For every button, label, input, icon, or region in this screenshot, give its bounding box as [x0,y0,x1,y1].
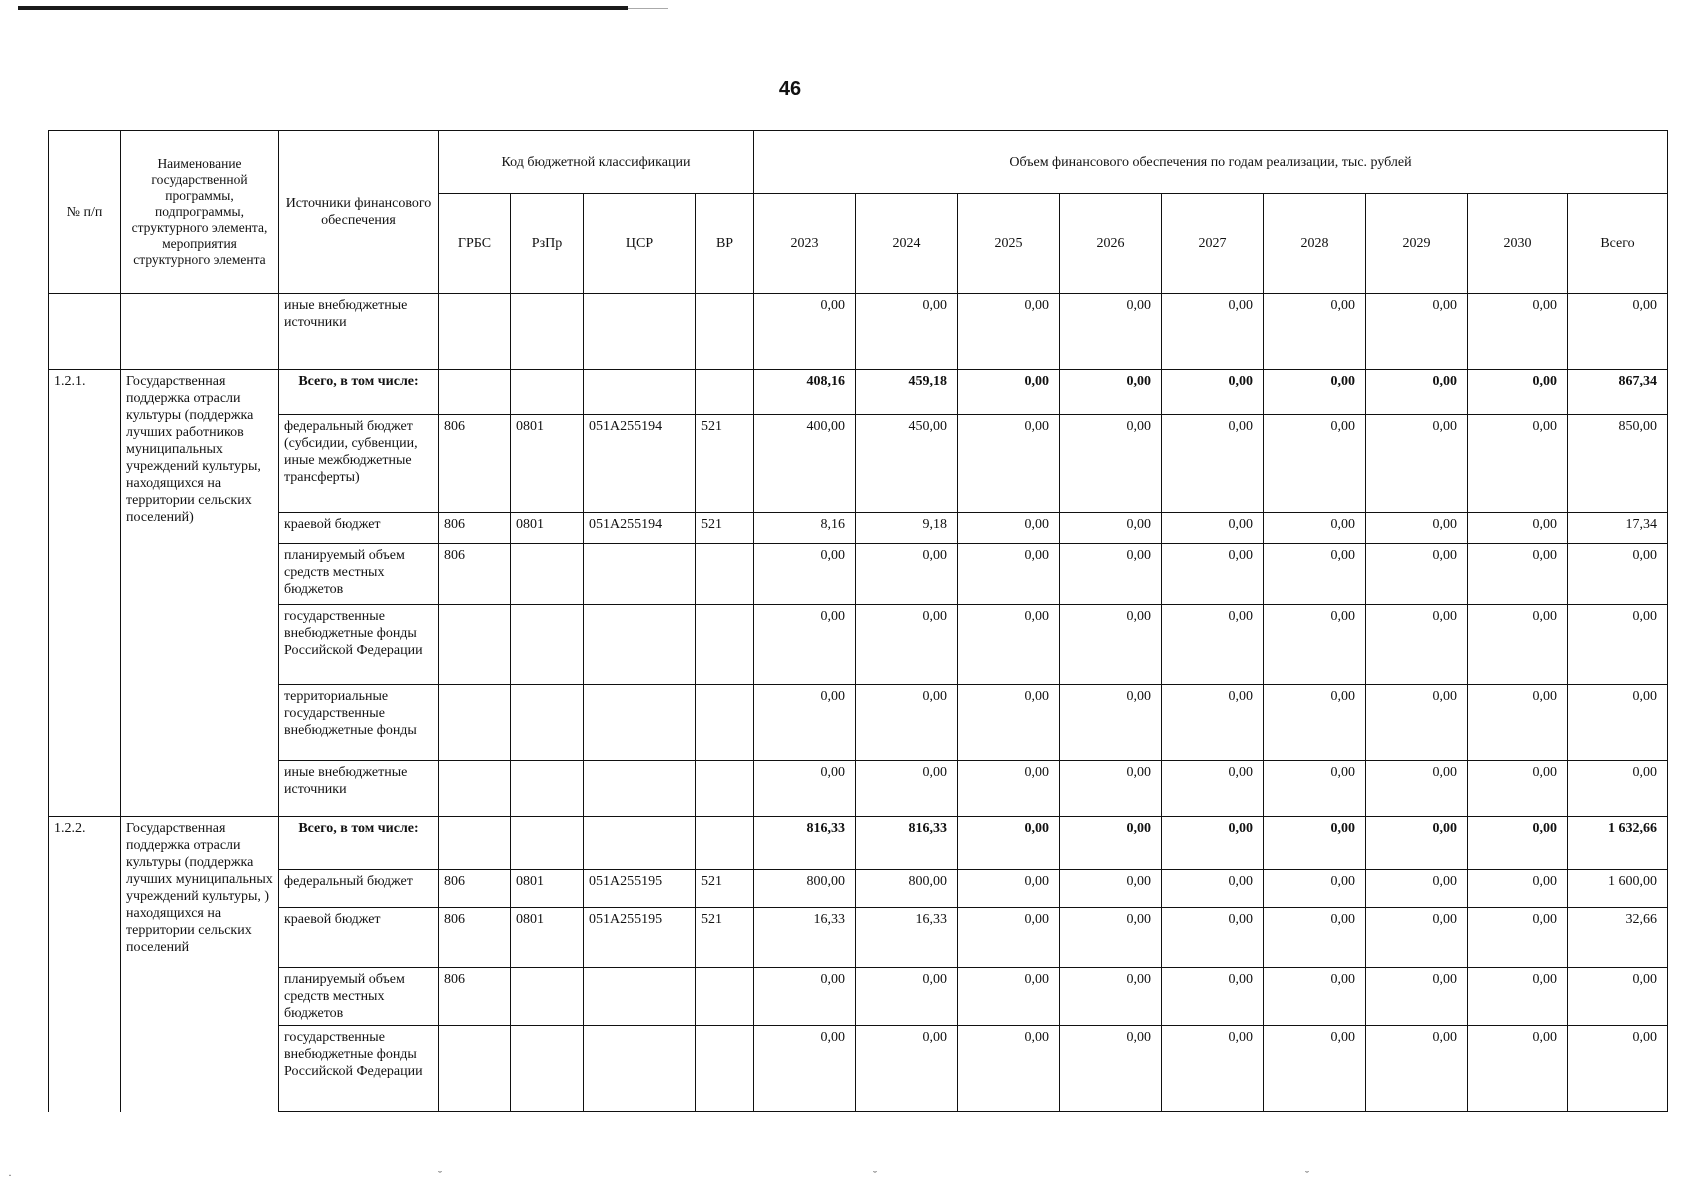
value-cell: 0,00 [754,605,856,685]
grbs-cell [439,761,511,817]
value-cell: 0,00 [958,1026,1060,1112]
value-cell: 0,00 [1366,908,1468,968]
header-name: Наименование государственной программы, подпрограммы, структурного элемента, мероприятия структурного элемента [121,131,279,294]
value-cell: 0,00 [1366,968,1468,1026]
value-cell: 0,00 [1060,908,1162,968]
value-cell: 0,00 [1366,817,1468,870]
value-cell: 0,00 [1060,544,1162,605]
value-cell: 0,00 [958,685,1060,761]
value-cell: 0,00 [1468,605,1568,685]
value-cell: 0,00 [1264,685,1366,761]
rzpr-cell [511,685,584,761]
value-cell: 0,00 [1060,1026,1162,1112]
header-code-group: Код бюджетной классификации [439,131,754,194]
value-cell: 816,33 [754,817,856,870]
scan-mark: ˘ [438,1168,442,1182]
value-cell: 0,00 [1162,1026,1264,1112]
value-cell: 0,00 [1162,817,1264,870]
value-cell: 0,00 [1060,817,1162,870]
table-row [49,415,1668,513]
value-cell: 0,00 [1264,415,1366,513]
header-year: 2026 [1060,194,1162,294]
total-cell: 17,34 [1568,513,1668,544]
header-volume-group: Объем финансового обеспечения по годам реализации, тыс. рублей [754,131,1668,194]
csr-cell: 051A255195 [584,908,696,968]
rzpr-cell: 0801 [511,870,584,908]
rzpr-cell: 0801 [511,908,584,968]
rzpr-cell [511,968,584,1026]
value-cell: 0,00 [958,370,1060,415]
value-cell: 0,00 [856,685,958,761]
value-cell: 0,00 [1162,544,1264,605]
vr-cell [696,685,754,761]
value-cell: 0,00 [1060,870,1162,908]
value-cell: 0,00 [1468,685,1568,761]
header-num: № п/п [49,131,121,294]
csr-cell [584,294,696,370]
csr-cell: 051A255195 [584,870,696,908]
source-cell: Всего, в том числе: [279,817,439,870]
vr-cell [696,605,754,685]
value-cell: 0,00 [1162,605,1264,685]
vr-cell [696,544,754,605]
grbs-cell [439,817,511,870]
value-cell: 0,00 [1366,870,1468,908]
value-cell: 0,00 [1162,870,1264,908]
value-cell: 800,00 [754,870,856,908]
source-cell: краевой бюджет [279,513,439,544]
total-cell: 867,34 [1568,370,1668,415]
value-cell: 0,00 [856,294,958,370]
value-cell: 0,00 [1162,685,1264,761]
scan-mark: ˘ [873,1168,877,1182]
value-cell: 16,33 [754,908,856,968]
value-cell: 0,00 [1366,685,1468,761]
csr-cell [584,817,696,870]
value-cell: 0,00 [1568,294,1668,370]
rzpr-cell: 0801 [511,513,584,544]
rzpr-cell [511,294,584,370]
value-cell: 816,33 [856,817,958,870]
value-cell: 0,00 [1366,513,1468,544]
total-cell: 1 632,66 [1568,817,1668,870]
value-cell: 0,00 [1060,968,1162,1026]
value-cell: 0,00 [1264,908,1366,968]
value-cell: 0,00 [1468,817,1568,870]
item-name: Государственная поддержка отрасли культуры (поддержка лучших работников муниципальных учреждений культуры, находящихся на территории сельских поселений) [121,370,279,817]
source-cell: планируемый объем средств местных бюджетов [279,544,439,605]
value-cell: 0,00 [958,544,1060,605]
value-cell: 0,00 [958,415,1060,513]
value-cell: 0,00 [1264,1026,1366,1112]
grbs-cell [439,1026,511,1112]
value-cell: 0,00 [1468,513,1568,544]
value-cell: 459,18 [856,370,958,415]
value-cell: 0,00 [754,685,856,761]
value-cell: 0,00 [1264,817,1366,870]
item-number: 1.2.2. [49,817,121,1112]
csr-cell [584,761,696,817]
value-cell: 0,00 [1468,415,1568,513]
vr-cell: 521 [696,513,754,544]
value-cell: 408,16 [754,370,856,415]
scan-mark: · [8,1168,12,1182]
header-total: Всего [1568,194,1668,294]
value-cell: 400,00 [754,415,856,513]
grbs-cell [439,685,511,761]
value-cell: 0,00 [754,544,856,605]
value-cell: 0,00 [1366,605,1468,685]
header-year: 2024 [856,194,958,294]
value-cell: 0,00 [754,968,856,1026]
value-cell: 0,00 [1468,1026,1568,1112]
header-year: 2030 [1468,194,1568,294]
vr-cell: 521 [696,870,754,908]
source-cell: федеральный бюджет [279,870,439,908]
table-row [49,1026,1668,1112]
table-row [49,605,1668,685]
header-year: 2023 [754,194,856,294]
source-cell: краевой бюджет [279,908,439,968]
page-number: 46 [778,78,802,100]
value-cell: 8,16 [754,513,856,544]
value-cell: 0,00 [754,1026,856,1112]
vr-cell [696,968,754,1026]
item-name: Государственная поддержка отрасли культуры (поддержка лучших муниципальных учреждений культуры, ) находящихся на территории сельских поселений [121,817,279,1112]
grbs-cell: 806 [439,870,511,908]
csr-cell [584,605,696,685]
value-cell: 0,00 [1264,513,1366,544]
value-cell: 0,00 [1264,605,1366,685]
value-cell: 0,00 [1162,415,1264,513]
source-cell: иные внебюджетные источники [279,761,439,817]
value-cell: 0,00 [1060,415,1162,513]
total-cell: 850,00 [1568,415,1668,513]
value-cell: 0,00 [1060,294,1162,370]
rzpr-cell [511,761,584,817]
value-cell: 0,00 [1060,605,1162,685]
header-year: 2027 [1162,194,1264,294]
rzpr-cell [511,817,584,870]
value-cell: 0,00 [1162,370,1264,415]
value-cell: 0,00 [958,908,1060,968]
source-cell: федеральный бюджет (субсидии, субвенции, иные межбюджетные трансферты) [279,415,439,513]
total-cell: 0,00 [1568,968,1668,1026]
csr-cell: 051A255194 [584,513,696,544]
table-row [49,908,1668,968]
source-cell: иные внебюджетные источники [279,294,439,370]
value-cell: 0,00 [958,761,1060,817]
value-cell: 0,00 [754,294,856,370]
total-cell: 32,66 [1568,908,1668,968]
value-cell: 800,00 [856,870,958,908]
rzpr-cell [511,605,584,685]
value-cell: 0,00 [958,968,1060,1026]
table-row [49,370,1668,415]
value-cell: 0,00 [1060,761,1162,817]
value-cell: 0,00 [1366,294,1468,370]
value-cell: 0,00 [958,605,1060,685]
rzpr-cell [511,370,584,415]
value-cell: 0,00 [958,870,1060,908]
scan-edge-line [628,8,668,9]
value-cell: 0,00 [1060,513,1162,544]
value-cell: 0,00 [1162,968,1264,1026]
table-row [49,761,1668,817]
source-cell: планируемый объем средств местных бюджетов [279,968,439,1026]
num-cell [49,294,121,370]
value-cell: 0,00 [1162,294,1264,370]
value-cell: 0,00 [856,968,958,1026]
value-cell: 16,33 [856,908,958,968]
value-cell: 0,00 [1468,761,1568,817]
value-cell: 0,00 [1264,968,1366,1026]
source-cell: территориальные государственные внебюджетные фонды [279,685,439,761]
source-cell: государственные внебюджетные фонды Российской Федерации [279,1026,439,1112]
value-cell: 0,00 [1468,370,1568,415]
csr-cell [584,1026,696,1112]
header-year: 2029 [1366,194,1468,294]
value-cell: 9,18 [856,513,958,544]
value-cell: 0,00 [1264,761,1366,817]
value-cell: 0,00 [856,544,958,605]
grbs-cell [439,370,511,415]
value-cell: 0,00 [1468,908,1568,968]
header-rzpr: РзПр [511,194,584,294]
table-row [49,817,1668,870]
value-cell: 0,00 [1468,544,1568,605]
vr-cell [696,817,754,870]
total-cell: 0,00 [1568,685,1668,761]
vr-cell: 521 [696,908,754,968]
table-row [49,513,1668,544]
value-cell: 0,00 [1060,370,1162,415]
value-cell: 0,00 [856,605,958,685]
vr-cell [696,370,754,415]
value-cell: 0,00 [958,817,1060,870]
total-cell: 0,00 [1568,544,1668,605]
grbs-cell: 806 [439,908,511,968]
header-year: 2028 [1264,194,1366,294]
value-cell: 0,00 [1468,968,1568,1026]
grbs-cell [439,294,511,370]
value-cell: 0,00 [1162,908,1264,968]
total-cell: 0,00 [1568,1026,1668,1112]
value-cell: 0,00 [856,761,958,817]
grbs-cell: 806 [439,513,511,544]
table-row [49,870,1668,908]
budget-table [48,130,1668,1112]
value-cell: 0,00 [1468,870,1568,908]
rzpr-cell [511,544,584,605]
header-year: 2025 [958,194,1060,294]
csr-cell [584,685,696,761]
scan-edge-bar [18,6,628,10]
table-row [49,294,1668,370]
vr-cell [696,294,754,370]
vr-cell [696,761,754,817]
value-cell: 0,00 [1060,685,1162,761]
total-cell: 0,00 [1568,761,1668,817]
value-cell: 0,00 [1264,294,1366,370]
value-cell: 0,00 [1264,870,1366,908]
scan-mark: ˘ [1305,1168,1309,1182]
vr-cell: 521 [696,415,754,513]
csr-cell [584,968,696,1026]
total-cell: 0,00 [1568,605,1668,685]
grbs-cell [439,605,511,685]
header-grbs: ГРБС [439,194,511,294]
header-csr: ЦСР [584,194,696,294]
value-cell: 0,00 [1468,294,1568,370]
value-cell: 0,00 [1264,370,1366,415]
value-cell: 0,00 [1264,544,1366,605]
header-source: Источники финансового обеспечения [279,131,439,294]
table-row [49,544,1668,605]
value-cell: 0,00 [1366,1026,1468,1112]
total-cell: 1 600,00 [1568,870,1668,908]
value-cell: 0,00 [1366,544,1468,605]
vr-cell [696,1026,754,1112]
item-number: 1.2.1. [49,370,121,817]
value-cell: 0,00 [1366,415,1468,513]
value-cell: 0,00 [1162,513,1264,544]
value-cell: 0,00 [856,1026,958,1112]
grbs-cell: 806 [439,544,511,605]
value-cell: 0,00 [958,513,1060,544]
name-cell [121,294,279,370]
rzpr-cell: 0801 [511,415,584,513]
value-cell: 0,00 [754,761,856,817]
csr-cell [584,544,696,605]
table-row [49,968,1668,1026]
header-vr: ВР [696,194,754,294]
value-cell: 450,00 [856,415,958,513]
value-cell: 0,00 [1366,761,1468,817]
value-cell: 0,00 [958,294,1060,370]
grbs-cell: 806 [439,968,511,1026]
value-cell: 0,00 [1366,370,1468,415]
rzpr-cell [511,1026,584,1112]
source-cell: Всего, в том числе: [279,370,439,415]
csr-cell [584,370,696,415]
csr-cell: 051A255194 [584,415,696,513]
source-cell: государственные внебюджетные фонды Российской Федерации [279,605,439,685]
grbs-cell: 806 [439,415,511,513]
value-cell: 0,00 [1162,761,1264,817]
table-row [49,685,1668,761]
